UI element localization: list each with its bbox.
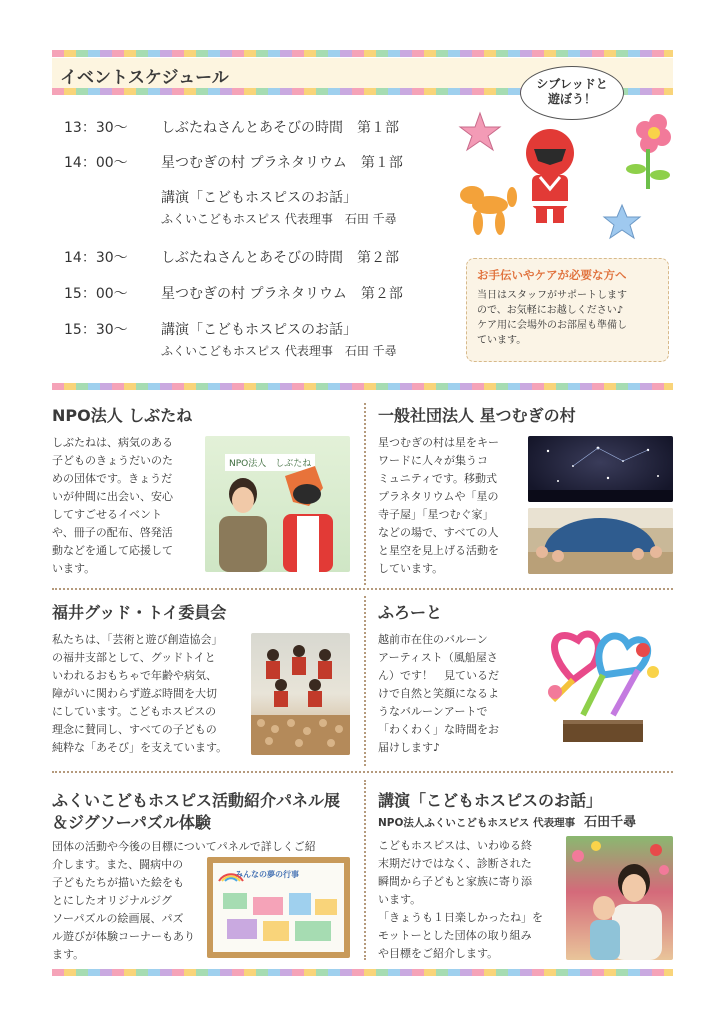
- column-divider: [364, 596, 366, 766]
- section-stripe: [52, 383, 673, 390]
- schedule-heading: イベントスケジュール: [60, 68, 229, 88]
- red-ranger-icon: [526, 129, 574, 229]
- lecture-text: こどもホスピスは、いわゆる終 末期だけではなく、診断された 瞬間から子どもと家族に寄り添 います。 「きょうも１日楽しかったね」を モットーとした団体の取り組み や目標をご紹介します。: [378, 839, 543, 960]
- goodtoy-photo: [251, 633, 350, 755]
- row-divider: [52, 771, 673, 773]
- dome-photo: [528, 508, 673, 574]
- planetarium-photo: [528, 436, 673, 502]
- panel-text: 介します。また、闘病中の 子どもたちが描いた絵をも とにしたオリジナルジグ ソーパズルの絵画展、パズ ル遊びが体験コーナーもあり ます。: [52, 858, 195, 961]
- hero-illustration: [450, 105, 680, 255]
- puzzle-photo: [207, 857, 350, 958]
- schedule-speaker: ふくいこどもホスピス 代表理事 石田 千尋: [161, 212, 397, 226]
- goodtoy-title: 福井グッド・トイ委員会: [52, 603, 227, 622]
- bubble-text: シブレッドと 遊ぼう！: [536, 77, 608, 106]
- schedule-speaker: ふくいこどもホスピス 代表理事 石田 千尋: [161, 344, 397, 358]
- help-notice-box: [466, 258, 669, 362]
- panel-title-1: ふくいこどもホスピス活動紹介パネル展: [52, 791, 341, 810]
- top-stripe: [52, 50, 673, 57]
- hoshitsumugi-title: 一般社団法人 星つむぎの村: [378, 406, 576, 425]
- lecture-speaker: [378, 811, 636, 830]
- balloon-dog-icon: [460, 186, 517, 235]
- help-notice-text: 当日はスタッフがサポートします ので、お気軽にお越しください♪ ケア用に会場外のお部屋も準備し ています。: [477, 290, 627, 346]
- lecture-title: 講演「こどもホスピスのお話」: [378, 791, 603, 810]
- column-divider: [364, 403, 366, 585]
- blue-star-icon: [604, 205, 640, 238]
- shibutane-photo: [205, 436, 350, 572]
- help-notice-title: お手伝いやケアが必要な方へ: [477, 268, 627, 282]
- hoshitsumugi-text: 星つむぎの村は星をキー ワードに人々が集うコ ミュニティです。移動式 プラネタリウムや「星の 寺子屋」「星つむぐ家」 などの場で、すべての人 と星空を見上げる活動を しています。: [378, 436, 499, 575]
- shibutane-text: しぶたねは、病気のある 子どものきょうだいのた めの団体です。きょうだ いが仲間に出会い、安心 してすごせるイベント や、冊子の配布、啓発活 動などを通して応援して います。: [52, 436, 173, 575]
- puzzle-caption: みんなの夢の行事: [235, 870, 299, 879]
- flower-balloon-icon: [626, 114, 671, 189]
- balloon-art-icon: [533, 620, 673, 755]
- row-divider: [52, 588, 673, 590]
- lecture-name: 石田千尋: [584, 815, 637, 830]
- panel-text-full: 団体の活動や今後の目標についてパネルで詳しくご紹: [52, 840, 316, 853]
- pink-star-icon: [460, 113, 500, 150]
- bottom-stripe: [52, 969, 673, 976]
- furoto-text: 越前市在住のバルーン アーティスト（風船屋さ ん）です！ 見ているだ けで自然と笑顔になるよ うなバルーンアートで 「わくわく」な時間をお 届けします♪: [378, 633, 499, 754]
- speaker-photo: [566, 836, 673, 960]
- shibutane-sign: NPO法人 しぶたね: [225, 454, 315, 471]
- furoto-title: ふろーと: [378, 603, 443, 622]
- panel-title-2: ＆ジグソーパズル体験: [52, 813, 211, 832]
- lecture-org: NPO法人ふくいこどもホスピス 代表理事: [378, 817, 576, 829]
- goodtoy-text: 私たちは、「芸術と遊び創造協会」 の福井支部として、グッドトイと いわれるおもちゃで年齢や病気、 障がいに関わらず遊ぶ時間を大切 にしています。こどもホスピスの 理念に賛同し、すべての子どもの 純粋な「あそび」を支えています。: [52, 633, 228, 754]
- column-divider: [364, 780, 366, 960]
- shibutane-title: NPO法人 しぶたね: [52, 406, 193, 425]
